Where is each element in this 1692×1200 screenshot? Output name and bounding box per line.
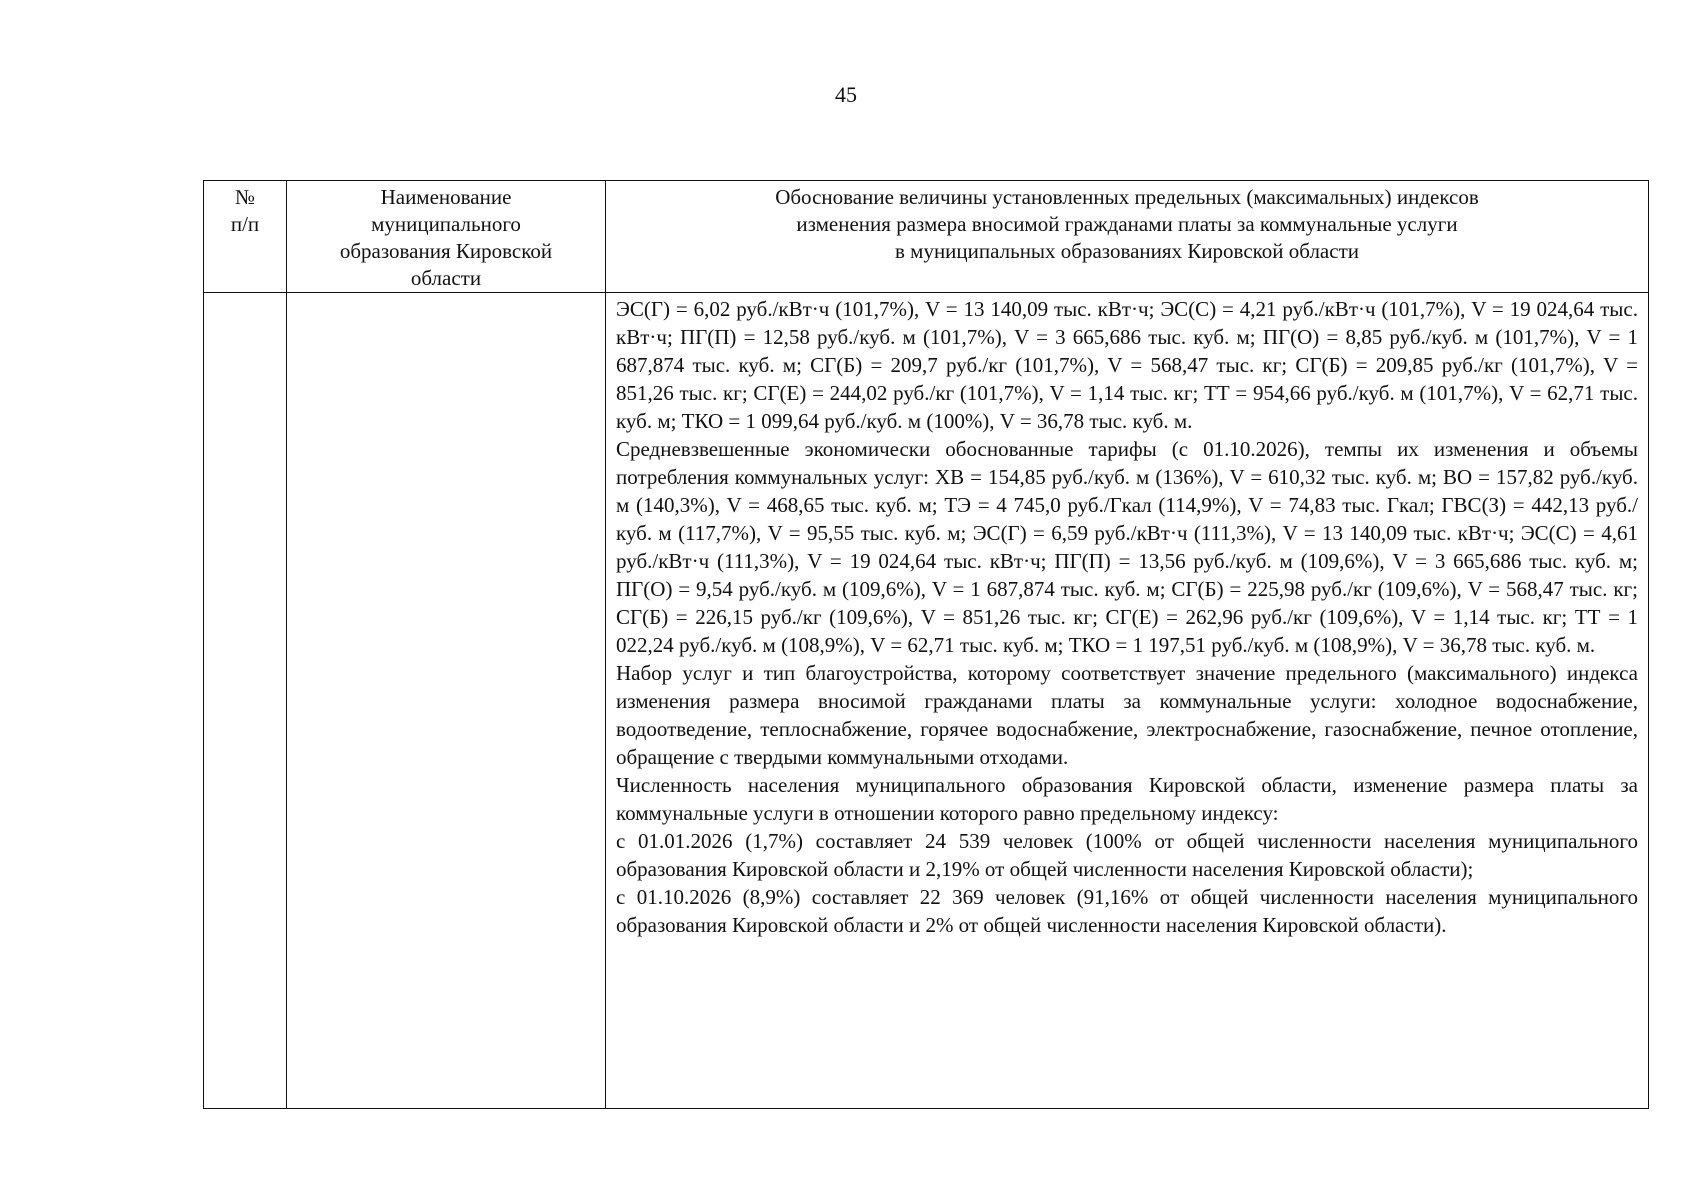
tariff-values-paragraph: ЭС(Г) = 6,02 руб./кВт·ч (101,7%), V = 13 140,09 тыс. кВт·ч; ЭС(С) = 4,21 руб./кВт·ч (101,7%), V = 19 024,64 тыс. кВт·ч; ПГ(П) = 12,58 руб./куб. м (101,7%), V = 3 665,686 тыс. куб. м; ПГ(О) = 8,85 руб./куб. м (101,7%), V = 1 687,874 тыс. куб. м; СГ(Б) = 209,7 руб./кг (101,7%), V = 568,47 тыс. кг; СГ(Б) = 209,85 руб./кг (101,7%), V = 851,26 тыс. кг; СГ(Е) = 244,02 руб./кг (101,7%), V = 1,14 тыс. кг; ТТ = 954,66 руб./куб. м (101,7%), V = 62,71 тыс. куб. м; ТКО = 1 099,64 руб./куб. м (100%), V = 36,78 тыс. куб. м. [616,297,1638,433]
header-municipality-line: Наименование [380,185,512,209]
row-municipality-cell [287,293,606,1109]
page-number: 45 [835,82,857,107]
header-justification-line: изменения размера вносимой гражданами платы за коммунальные услуги [796,212,1458,236]
table-row [204,293,1649,1109]
row-justification-cell [606,293,1649,1109]
header-justification-line: Обоснование величины установленных предельных (максимальных) индексов [775,185,1479,209]
services-set-paragraph: Набор услуг и тип благоустройства, которому соответствует значение предельного (максимального) индекса изменения размера вносимой гражданами платы за коммунальные услуги: холодное водоснабжение, водоотведение, теплоснабжение, горячее водоснабжение, электроснабжение, газоснабжение, печное отопление, обращение с твердыми коммунальными отходами. [616,661,1638,769]
population-intro-paragraph: Численность населения муниципального образования Кировской области, изменение размера платы за коммунальные услуги в отношении которого равно предельному индексу: [616,773,1638,825]
header-justification-column [606,181,1649,293]
weighted-tariffs-paragraph: Средневзвешенные экономически обоснованные тарифы (с 01.10.2026), темпы их изменения и объемы потребления коммунальных услуг: ХВ = 154,85 руб./куб. м (136%), V = 610,32 тыс. куб. м; ВО = 157,82 руб./куб. м (140,3%), V = 468,65 тыс. куб. м; ТЭ = 4 745,0 руб./Гкал (114,9%), V = 74,83 тыс. Гкал; ГВС(З) = 442,13 руб./куб. м (117,7%), V = 95,55 тыс. куб. м; ЭС(Г) = 6,59 руб./кВт·ч (111,3%), V = 13 140,09 тыс. кВт·ч; ЭС(С) = 4,61 руб./кВт·ч (111,3%), V = 19 024,64 тыс. кВт·ч; ПГ(П) = 13,56 руб./куб. м (109,6%), V = 3 665,686 тыс. куб. м; ПГ(О) = 9,54 руб./куб. м (109,6%), V = 1 687,874 тыс. куб. м; СГ(Б) = 225,98 руб./кг (109,6%), V = 568,47 тыс. кг; СГ(Б) = 226,15 руб./кг (109,6%), V = 851,26 тыс. кг; СГ(Е) = 262,96 руб./кг (109,6%), V = 1,14 тыс. кг; ТТ = 1 022,24 руб./куб. м (108,9%), V = 62,71 тыс. куб. м; ТКО = 1 197,51 руб./куб. м (108,9%), V = 36,78 тыс. куб. м. [616,437,1638,657]
header-number-column [204,181,287,293]
population-oct-paragraph: с 01.10.2026 (8,9%) составляет 22 369 человек (91,16% от общей численности населения муниципального образования Кировской области и 2% от общей численности населения Кировской области). [616,885,1638,937]
header-municipality-column [287,181,606,293]
header-municipality-line: области [410,266,482,290]
table-header-row [204,181,1649,293]
header-number-line: п/п [230,212,260,236]
header-municipality-line: образования Кировской [339,239,553,263]
population-jan-paragraph: с 01.01.2026 (1,7%) составляет 24 539 человек (100% от общей численности населения муниципального образования Кировской области и 2,19% от общей численности населения Кировской области); [616,829,1638,881]
header-number-line: № [234,185,256,209]
row-number-cell [204,293,287,1109]
header-justification-line: в муниципальных образованиях Кировской области [894,239,1359,263]
tariff-justification-table [203,180,1649,1109]
header-municipality-line: муниципального [371,212,521,236]
